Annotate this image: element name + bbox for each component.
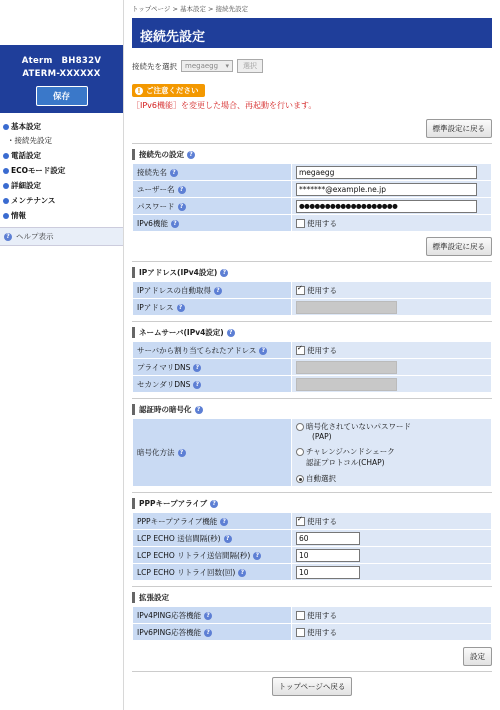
ipv4ping-checkbox[interactable] (296, 611, 305, 620)
field-value-cell (292, 376, 492, 393)
sidebar-nav (0, 119, 123, 223)
ip-address-input (296, 301, 397, 314)
help-icon[interactable]: ? (177, 304, 185, 312)
table-row (133, 215, 492, 232)
help-label: ヘルプ表示 (16, 232, 54, 241)
section-title-text: PPPキープアライブ (139, 499, 208, 508)
field-label: PPPキープアライブ機能 ? (133, 513, 292, 530)
radio-label: チャレンジハンドシェーク (306, 447, 395, 456)
connection-select-row (132, 59, 492, 73)
bullet-icon (3, 153, 9, 159)
ppp-settings-table (132, 512, 492, 581)
back-to-top-button[interactable]: トップページへ戻る (272, 677, 353, 696)
field-value-cell (292, 359, 492, 376)
table-row (133, 624, 492, 641)
help-toggle[interactable] (0, 227, 123, 246)
table-row (133, 607, 492, 624)
sidebar-item-maintenance[interactable] (0, 193, 123, 208)
divider (132, 671, 492, 672)
bullet-icon (3, 168, 9, 174)
set-button[interactable]: 設定 (463, 647, 492, 666)
section-dns-title (132, 327, 492, 338)
connection-select-value: megaegg (185, 62, 219, 70)
radio-chap[interactable] (296, 448, 304, 456)
field-value-cell (292, 607, 492, 624)
divider (132, 398, 492, 399)
keepalive-checkbox[interactable] (296, 517, 305, 526)
table-row (133, 299, 492, 316)
field-label: ユーザー名 ? (133, 181, 292, 198)
help-icon[interactable]: ? (178, 186, 186, 194)
secondary-dns-input (296, 378, 397, 391)
help-icon[interactable]: ? (210, 500, 218, 508)
field-label: 暗号化方法 ? (133, 419, 292, 487)
field-value-cell (292, 164, 492, 181)
checkbox-label: 使用する (307, 345, 337, 355)
table-row (133, 181, 492, 198)
exclamation-icon: ! (135, 87, 143, 95)
sidebar-item-detail[interactable] (0, 178, 123, 193)
breadcrumb: トップページ > 基本設定 > 接続先設定 (132, 5, 249, 13)
connection-select[interactable] (181, 60, 233, 72)
field-label: LCP ECHO 送信間隔(秒) ? (133, 530, 292, 547)
notice-text: ［IPv6機能］を変更した場合、再起動を行います。 (132, 101, 317, 110)
sidebar-item-eco[interactable] (0, 163, 123, 178)
auth-option-auto[interactable] (296, 473, 487, 484)
table-row (133, 530, 492, 547)
section-title-text: 認証時の暗号化 (139, 405, 192, 414)
help-icon[interactable]: ? (224, 535, 232, 543)
help-icon[interactable]: ? (253, 552, 261, 560)
radio-pap[interactable] (296, 423, 304, 431)
radio-label: 暗号化されていないパスワード (306, 422, 411, 431)
field-value-cell (292, 513, 492, 530)
help-icon[interactable]: ? (178, 203, 186, 211)
sidebar-item-connection[interactable]: ・接続先設定 (7, 136, 52, 145)
dns-assigned-checkbox[interactable] (296, 346, 305, 355)
radio-label-sub: 認証プロトコル(CHAP) (306, 458, 385, 467)
field-label: IPアドレス ? (133, 299, 292, 316)
field-value-cell (292, 624, 492, 641)
field-value-cell (292, 282, 492, 299)
chevron-down-icon: ▾ (225, 62, 229, 70)
field-label: IPv6機能 ? (133, 215, 292, 232)
help-icon[interactable]: ? (170, 169, 178, 177)
select-button[interactable]: 選択 (237, 59, 263, 73)
table-row (133, 342, 492, 359)
device-model: Aterm BH832V (21, 56, 102, 66)
section-title-text: 接続先の設定 (139, 150, 184, 159)
sidebar-item-phone[interactable] (0, 148, 123, 163)
connection-settings-table (132, 163, 492, 232)
help-icon[interactable]: ? (204, 629, 212, 637)
field-value-cell (292, 198, 492, 215)
checkbox-label: 使用する (307, 610, 337, 620)
table-row (133, 513, 492, 530)
section-extended-title (132, 592, 492, 603)
password-input[interactable]: ●●●●●●●●●●●●●●●●●●● (296, 200, 477, 213)
notice-badge (132, 84, 205, 97)
section-auth-title (132, 404, 492, 415)
connection-select-label: 接続先を選択 (132, 61, 177, 71)
sidebar-item-label: 接続先設定 (14, 136, 52, 145)
ip-auto-checkbox[interactable] (296, 286, 305, 295)
field-value-cell (292, 299, 492, 316)
sidebar-item-label: 基本設定 (11, 122, 41, 131)
dns-settings-table (132, 341, 492, 393)
help-icon[interactable]: ? (193, 381, 201, 389)
divider (132, 143, 492, 144)
username-input[interactable]: *******@example.ne.jp (296, 183, 477, 196)
table-row (133, 547, 492, 564)
help-icon[interactable]: ? (238, 569, 246, 577)
divider (132, 261, 492, 262)
ipv4-settings-table (132, 281, 492, 316)
sidebar-item-label: メンテナンス (11, 196, 56, 205)
help-icon[interactable]: ? (178, 449, 186, 457)
main-content (132, 0, 492, 696)
radio-label-sub: (PAP) (312, 432, 332, 441)
help-icon[interactable]: ? (195, 406, 203, 414)
help-icon[interactable]: ? (214, 287, 222, 295)
sidebar-item-label: ECOモード設定 (11, 166, 66, 175)
table-row (133, 564, 492, 581)
bullet-icon (3, 198, 9, 204)
field-value-cell (292, 215, 492, 232)
field-label: セカンダリDNS ? (133, 376, 292, 393)
ipv6-checkbox[interactable] (296, 219, 305, 228)
help-icon[interactable]: ? (259, 347, 267, 355)
auth-option-pap[interactable] (296, 421, 487, 432)
help-icon[interactable]: ? (220, 518, 228, 526)
device-info-panel (0, 45, 123, 113)
sidebar-item-basic[interactable] (0, 119, 123, 134)
section-ppp-title (132, 498, 492, 509)
table-row (133, 164, 492, 181)
help-icon[interactable]: ? (193, 364, 201, 372)
device-name: ATERM-XXXXXX (22, 69, 101, 79)
help-icon[interactable]: ? (171, 220, 179, 228)
radio-auto[interactable] (296, 475, 304, 483)
lcp-echo-interval-input[interactable]: 60 (296, 532, 360, 545)
section-title-text: 拡張設定 (139, 593, 169, 602)
field-label: サーバから割り当てられたアドレス ? (133, 342, 292, 359)
field-value-cell (292, 530, 492, 547)
sidebar (0, 0, 124, 710)
bullet-icon (3, 213, 9, 219)
table-row (133, 282, 492, 299)
field-label: LCP ECHO リトライ送信間隔(秒) ? (133, 547, 292, 564)
field-value-cell (292, 547, 492, 564)
notice-badge-label: ご注意ください (146, 86, 199, 95)
field-label: IPv6PING応答機能 ? (133, 624, 292, 641)
field-value-cell (292, 564, 492, 581)
auth-option-chap[interactable] (296, 446, 487, 457)
help-icon[interactable]: ? (187, 151, 195, 159)
bullet-icon (3, 183, 9, 189)
table-row (133, 376, 492, 393)
field-label: IPアドレスの自動取得 ? (133, 282, 292, 299)
help-icon[interactable]: ? (220, 269, 228, 277)
radio-label: 自動選択 (306, 474, 336, 483)
lcp-echo-retry-interval-input[interactable]: 10 (296, 549, 360, 562)
divider (132, 586, 492, 587)
sidebar-item-info[interactable] (0, 208, 123, 223)
connection-name-input[interactable]: megaegg (296, 166, 477, 179)
divider (132, 321, 492, 322)
sidebar-item-label: 電話設定 (11, 151, 41, 160)
section-title-text: IPアドレス(IPv4設定) (139, 268, 218, 277)
field-label: IPv4PING応答機能 ? (133, 607, 292, 624)
field-label: パスワード ? (133, 198, 292, 215)
checkbox-label: 使用する (307, 285, 337, 295)
checkbox-label: 使用する (307, 627, 337, 637)
section-ipv4-title (132, 267, 492, 278)
divider (132, 492, 492, 493)
restore-default-button-top[interactable]: 標準設定に戻る (426, 119, 493, 138)
ipv6ping-checkbox[interactable] (296, 628, 305, 637)
primary-dns-input (296, 361, 397, 374)
lcp-echo-retry-count-input[interactable]: 10 (296, 566, 360, 579)
field-label: 接続先名 ? (133, 164, 292, 181)
section-connection-title (132, 149, 492, 160)
table-row (133, 419, 492, 487)
sidebar-item-label: 情報 (11, 211, 26, 220)
field-value-cell (292, 419, 492, 487)
field-value-cell (292, 342, 492, 359)
table-row (133, 359, 492, 376)
page-title: 接続先設定 (132, 18, 492, 48)
auth-settings-table (132, 418, 492, 487)
bullet-icon (3, 124, 9, 130)
table-row (133, 198, 492, 215)
restore-default-button[interactable]: 標準設定に戻る (426, 237, 493, 256)
sidebar-item-label: 詳細設定 (11, 181, 41, 190)
help-icon[interactable]: ? (204, 612, 212, 620)
section-title-text: ネームサーバ(IPv4設定) (139, 328, 224, 337)
help-icon[interactable]: ? (227, 329, 235, 337)
help-icon: ? (4, 233, 12, 241)
field-value-cell (292, 181, 492, 198)
checkbox-label: 使用する (307, 516, 337, 526)
field-label: プライマリDNS ? (133, 359, 292, 376)
save-button[interactable]: 保存 (36, 86, 88, 106)
field-label: LCP ECHO リトライ回数(回) ? (133, 564, 292, 581)
extended-settings-table (132, 606, 492, 641)
checkbox-label: 使用する (307, 218, 337, 228)
